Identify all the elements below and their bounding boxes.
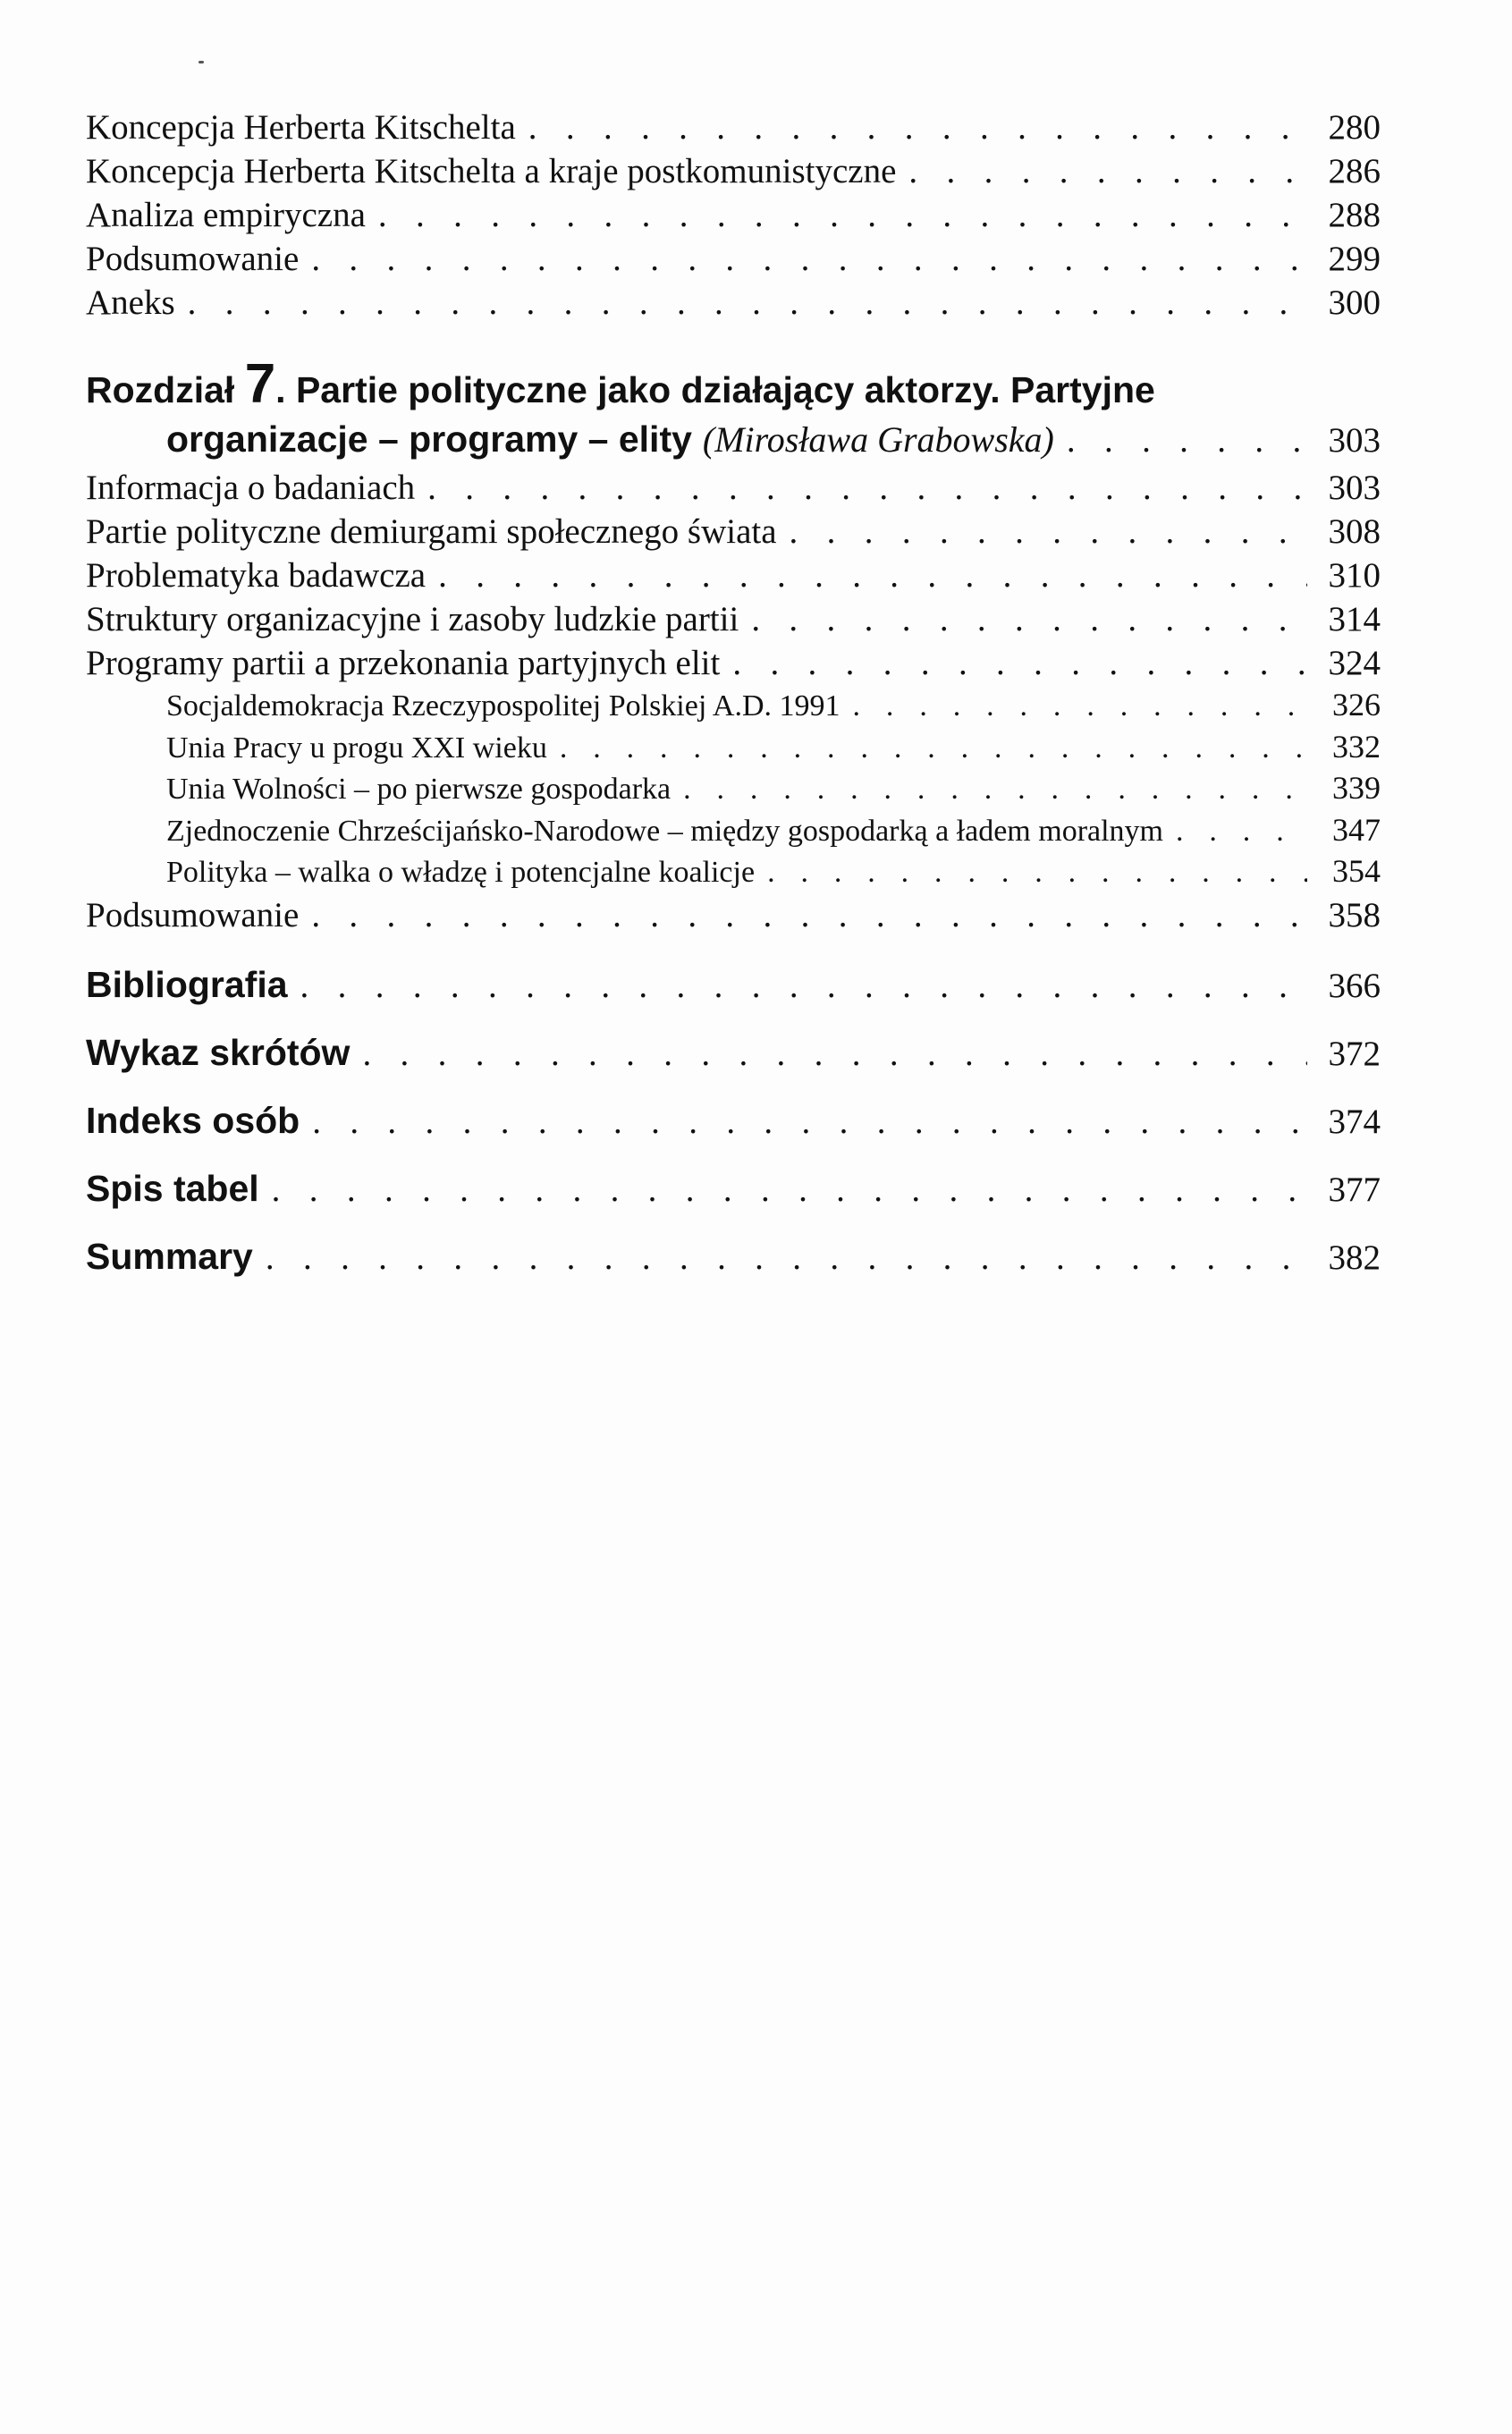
dot-leader: [683, 770, 1307, 810]
toc-entry-label: Programy partii a przekonania partyjnych elit: [86, 644, 721, 682]
toc-subentry-page: 354: [1332, 853, 1381, 889]
toc-subentry-page: 347: [1332, 811, 1381, 848]
toc-entry-page: 288: [1328, 196, 1381, 234]
toc-subentry[interactable]: [86, 685, 1381, 727]
toc-entry-label: Informacja o badaniach: [86, 469, 416, 507]
chapter-title-line-2: [86, 414, 1381, 466]
back-matter-label: Indeks osób: [86, 1099, 300, 1141]
chapter-page: 303: [1328, 421, 1381, 460]
back-matter-page: 382: [1328, 1238, 1381, 1277]
back-matter-page: 377: [1328, 1170, 1381, 1209]
toc-entry-label: Podsumowanie: [86, 895, 300, 934]
toc-subentry[interactable]: [86, 851, 1381, 893]
dot-leader: [312, 1102, 1307, 1142]
toc-entry[interactable]: [86, 149, 1381, 193]
toc-entry-page: 299: [1328, 240, 1381, 278]
toc-subentry-label: Unia Wolności – po pierwsze gospodarka: [166, 773, 672, 806]
toc-entry-label: Koncepcja Herberta Kitschelta: [86, 108, 516, 147]
dot-leader: [732, 641, 1307, 685]
toc-entry-page: 358: [1328, 895, 1381, 934]
toc-subentry[interactable]: [86, 727, 1381, 769]
dot-leader: [790, 510, 1307, 554]
chapter-prefix: Rozdział: [86, 369, 245, 410]
toc-subentry-page: 326: [1332, 687, 1381, 723]
dot-leader: [767, 853, 1307, 893]
back-matter-entry-index[interactable]: [86, 1100, 1381, 1168]
toc-subentry-label: Unia Pracy u progu XXI wieku: [166, 731, 547, 765]
toc-entry-page: 314: [1328, 600, 1381, 638]
table-of-contents: [86, 106, 1381, 1304]
toc-entry-page: 280: [1328, 108, 1381, 147]
toc-entry-label: Analiza empiryczna: [86, 196, 366, 234]
dot-leader: [272, 1170, 1307, 1210]
toc-entry[interactable]: [86, 237, 1381, 281]
toc-subentry[interactable]: [86, 768, 1381, 810]
toc-entry[interactable]: [86, 893, 1381, 937]
chapter-author: (Mirosława Grabowska): [702, 419, 1054, 460]
dot-leader: [188, 281, 1307, 325]
toc-entry-page: 310: [1328, 556, 1381, 595]
toc-entry-page: 303: [1328, 469, 1381, 507]
dot-leader: [311, 893, 1307, 937]
toc-entry[interactable]: [86, 281, 1381, 325]
toc-entry[interactable]: [86, 466, 1381, 510]
toc-entry-label: Struktury organizacyjne i zasoby ludzkie partii: [86, 600, 739, 638]
toc-entry[interactable]: [86, 510, 1381, 554]
dot-leader: [751, 597, 1307, 641]
toc-entry[interactable]: [86, 554, 1381, 597]
dot-leader: [1067, 416, 1307, 466]
back-matter-label: Wykaz skrótów: [86, 1031, 351, 1073]
dot-leader: [266, 1238, 1307, 1278]
back-matter-entry-summary[interactable]: [86, 1236, 1381, 1304]
dot-leader: [560, 729, 1307, 769]
dot-leader: [362, 1034, 1307, 1074]
toc-entry[interactable]: [86, 106, 1381, 149]
toc-subentry-label: Polityka – walka o władzę i potencjalne koalicje: [166, 856, 756, 889]
dot-leader: [1176, 812, 1307, 852]
toc-entry-label: Aneks: [86, 283, 175, 322]
dot-leader: [438, 554, 1307, 597]
toc-entry-page: 286: [1328, 152, 1381, 190]
chapter-heading[interactable]: [86, 353, 1381, 466]
back-matter-page: 372: [1328, 1034, 1381, 1073]
toc-subentry-page: 339: [1332, 770, 1381, 806]
back-matter-label: Summary: [86, 1235, 253, 1277]
toc-entry[interactable]: [86, 641, 1381, 685]
toc-entry-label: Koncepcja Herberta Kitschelta a kraje postkomunistyczne: [86, 152, 897, 190]
dot-leader: [378, 193, 1307, 237]
toc-subentry[interactable]: [86, 810, 1381, 852]
toc-entry-label: Problematyka badawcza: [86, 556, 427, 595]
toc-entry-label: Podsumowanie: [86, 240, 300, 278]
toc-subentry-page: 332: [1332, 728, 1381, 765]
toc-entry[interactable]: [86, 193, 1381, 237]
toc-entry-page: 324: [1328, 644, 1381, 682]
dot-leader: [311, 237, 1307, 281]
toc-entry[interactable]: [86, 597, 1381, 641]
stray-print-mark: [199, 61, 204, 63]
back-matter-page: 374: [1328, 1102, 1381, 1141]
back-matter-label: Spis tabel: [86, 1167, 259, 1209]
back-matter-page: 366: [1328, 966, 1381, 1005]
toc-entry-page: 308: [1328, 512, 1381, 551]
chapter-title-part-1: . Partie polityczne jako działający aktorzy. Partyjne: [275, 369, 1155, 410]
back-matter-entry-tables[interactable]: [86, 1168, 1381, 1236]
toc-entry-label: Partie polityczne demiurgami społecznego świata: [86, 512, 777, 551]
chapter-number: 7: [244, 353, 276, 415]
back-matter-entry-bibliography[interactable]: [86, 964, 1381, 1032]
back-matter: [86, 964, 1381, 1304]
dot-leader: [427, 466, 1307, 510]
back-matter-entry-abbreviations[interactable]: [86, 1032, 1381, 1100]
chapter-title-part-2: organizacje – programy – elity: [166, 418, 692, 460]
dot-leader: [528, 106, 1307, 149]
toc-subentry-label: Socjaldemokracja Rzeczypospolitej Polskiej A.D. 1991: [166, 689, 840, 723]
dot-leader: [300, 966, 1307, 1006]
back-matter-label: Bibliografia: [86, 963, 288, 1005]
toc-entry-page: 300: [1328, 283, 1381, 322]
dot-leader: [908, 149, 1307, 193]
toc-subentry-label: Zjednoczenie Chrześcijańsko-Narodowe – między gospodarką a ładem moralnym: [166, 814, 1163, 848]
dot-leader: [853, 687, 1307, 727]
chapter-title-line-1: [86, 353, 1381, 415]
